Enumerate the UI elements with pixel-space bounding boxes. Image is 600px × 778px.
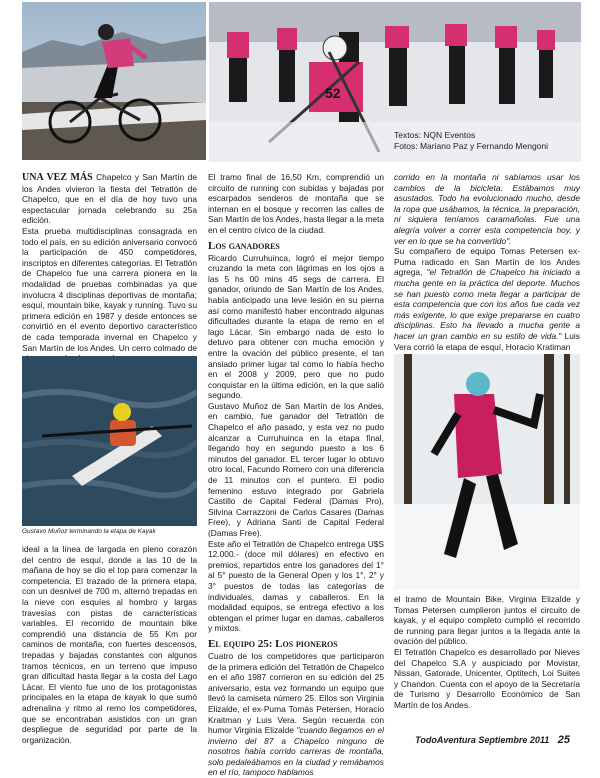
col3-p3: Luis Vera corrió la etapa de esquí, Horacio Kratiman bbox=[394, 330, 580, 352]
col3-p5: El Tetratlón Chapelco es desarrollado por Nieves del Chapelco S.A y auspiciado por Movistar, Nissan, Gatorade, Unicenter, Optitech, Loi Suites y Chandon. Cuenta con el apoyo de la Secretaría de Turismo y Desarrollo Económico de San Martín de los Andes. bbox=[394, 646, 580, 710]
col3-p2-quote: "el Tetratlón de Chapelco ha iniciado a mucha gente en la práctica del deporte. Muchos se han puesto como meta llegar a participar de esta competencia que con los años fue cada vez más exigente, lo que exige prepararse en cuatro disciplinas. Esto ha llevado a mucha gente a hacer un gran cambio en su estilo de vida." bbox=[394, 267, 580, 341]
issue-date: Septiembre 2011 bbox=[478, 735, 550, 745]
column-1 bbox=[22, 172, 197, 364]
photo-kayak bbox=[22, 356, 197, 526]
kayak-caption: Gustavo Muñoz terminando la etapa de Kayak bbox=[22, 528, 156, 535]
col1-p2: Esta prueba multidisciplinas consagrada en todo el país, en su edición aniversario convocó la participación de 450 competidores, inscriptos en diferentes categorías. El Tetratlón de Chapelco fue una carrera pionera en la modalidad de pruebas combinadas ya que involucra 4 disciplinas deportivas de montaña; esquí, mountain bike, kayak y running. Tuvo su primera edición en 1987 y desde entonces se convirtió en el evento deportivo característico de cada temporada invernal en Chapelco y San Martín de los Andes. Un cerro colmado de bbox=[22, 225, 197, 353]
col2-p5-quote: "cuando llegamos en el invierno del 87 a Chapelco ninguno de nosotros había corrido carreras de montaña, solo pedaleábamos en la ciudad y remábamos en el río, tampoco hablamos bbox=[208, 725, 385, 778]
bib-number: 52 bbox=[325, 85, 341, 101]
heading-equipo-25: El equipo 25: Los pioneros bbox=[208, 637, 338, 650]
col1-p3: ideal a la línea de largada en pleno corazón del centro de esquí, donde a las 10 de la mañana de hoy se dio el top para comenzar la competencia. El trazado de la primera etapa, con un desnivel de 700 m, alternó trepadas en la nieve con esquíes al hombro y largas travesías con pistas de características variables. El recorrido de mountain bike comprendió una distancia de 55 Km por caminos de montaña, con fuertes descensos, trepadas y bajadas constantes con algunos tramos técnicos, en un terreno que impuso gran dificultad hasta llegar a la costa del Lago Lácar. El viento fue uno de los protagonistas principales en la etapa de kayak lo que sumó adrenalina y ritmo al remo los competidores, que se encontraban asistidos con un gran despliegue de seguridad por parte de la organización. bbox=[22, 544, 197, 745]
col3-p4: el tramo de Mountain Bike, Virginia Elizalde y Tomas Petersen cumplieron juntos el circuito de kayak, y el equipo completo cumplió el recorrido de running para llegar juntos a la llegada ante la ovación del público. bbox=[394, 594, 580, 647]
column-1-continued bbox=[22, 544, 197, 745]
magazine-name: TodoAventura bbox=[415, 735, 476, 745]
photo-credits bbox=[394, 130, 548, 151]
column-3-continued bbox=[394, 594, 580, 711]
column-3 bbox=[394, 172, 580, 352]
col3-p1: corrido en la montaña ni sabíamos usar los cambios de la bicicleta. Estábamos muy asustados. Todo ha evolucionado mucho, desde la ropa que usábamos, la técnica, la preparación, ni siquiera teníamos caramañolas. Fue una alegría volver a correr esta competencia hoy, y ver en lo que se ha convertido". bbox=[394, 172, 580, 246]
heading-ganadores: Los ganadores bbox=[208, 239, 280, 252]
credits-photos: Fotos: Mariano Paz y Fernando Mengoni bbox=[394, 140, 549, 151]
col2-p1: El tramo final de 16,50 Km, comprendió un circuito de running con subidas y bajadas por escarpados senderos de montaña que se internan en el bosque y recorren las calles de San Martín de los Andes, hasta llegar a la meta en el centro cívico de la ciudad. bbox=[208, 172, 384, 235]
photo-runner bbox=[394, 354, 580, 590]
photo-mountain-biker bbox=[22, 2, 206, 160]
col2-p5: Cuatro de los competidores que participaron de la primera edición del Tetratlón de Chapelco en el año 1987 corrieron en su edición del 25 aniversario, esta vez formando un equipo que llevó la camiseta número 25. Ellos son Virginia Elizalde, el ex-Puma Tomás Petersen, Horacio Kraitman y Luis Vera. Según recuerda con humor Virginia Elizalde bbox=[208, 650, 384, 736]
col2-p4: Este año el Tetratlón de Chapelco entrega U$S 12.000.- (doce mil dólares) en efectivo en premios, repartidos entre los ganadores del 1° al 5° puesto de la General Open y los 1°, 2° y 3° puestos de todas las categorías de individuales, damas y caballeros. En la modalidad equipos, se entrega efectivo a los obtengan el primer lugar en damas, caballeros y mixtos. bbox=[208, 538, 384, 634]
lead-in: UNA VEZ MÁS bbox=[22, 172, 93, 183]
col3-p2: Su compañero de equipo Tomas Petersen ex- Puma radicado en San Martín de los Andes agrega, bbox=[394, 246, 580, 278]
credits-texts: Textos: NQN Eventos bbox=[394, 130, 476, 140]
page-number: 25 bbox=[557, 734, 570, 746]
column-2 bbox=[208, 172, 384, 778]
col2-p2: Ricardo Curruhuinca, logró el mejor tiempo cruzando la meta con lágrimas en los ojos a las 5 hs 00 mins 45 segs de carrera. El ganador, oriundo de San Martín de los Andes, había anticipado una leve lesión en su pierna así como manifestó haber encontrado algunas dificultades durante la etapa de remo en el lago Lácar. Sin embargo nada de esto lo detuvo para obtener con mucha emoción y entre la ovación del público presente, el tan ansiado primer lugar tal como lo había hecho en el 2008 y 2009, pero que no pudo conquistar en la última edición, en la que salió segundo. bbox=[208, 252, 384, 401]
col2-p3: Gustavo Muñoz de San Martín de los Andes, en cambio, fue ganador del Tetratlón de Chapelco el año pasado, y esta vez no pudo alcanzar a Curruhuinca en la etapa final, llegando hoy en segundo puesto a los 6 minutos del ganador. EL tercer lugar lo obtuvo otro local, Facundo Romero con una diferencia de 11 minutos con el puntero. El podio femenino estuvo integrado por Gabriela Castillo de Capital Federal (Damas Pro), Silvina Carrazzoni de Carlos Casares (Damas Free), y Adriana Santi de Capital Federal (Damas Free). bbox=[208, 400, 384, 538]
page-footer bbox=[415, 734, 570, 746]
col1-p1: Chapelco y San Martín de los Andes vivieron la fiesta del Tetratlón de Chapelco, que en el día de hoy tuvo una espectacular jornada celebrando su 25a edición. bbox=[22, 172, 197, 226]
